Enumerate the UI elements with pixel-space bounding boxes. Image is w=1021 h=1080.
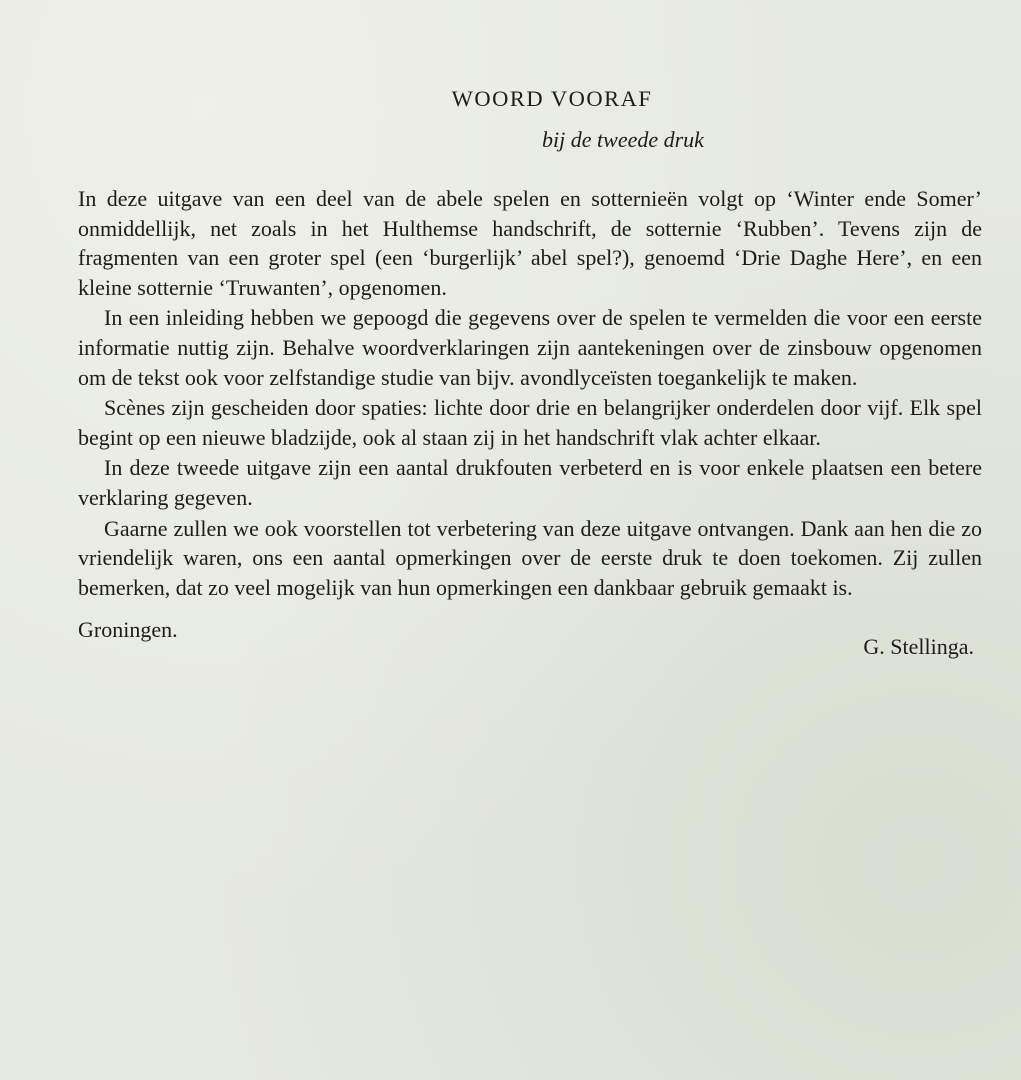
paragraph-4: In deze tweede uitgave zijn een aantal drukfouten verbeterd en is voor enkele plaatsen een betere verklaring gegeven. bbox=[78, 455, 982, 510]
preface-body bbox=[78, 184, 982, 602]
paragraph-1: In deze uitgave van een deel van de abele spelen en sotternieën volgt op ‘Winter ende Somer’ onmiddellijk, net zoals in het Hulthemse handschrift, de sotternie ‘Rubben’. Tevens zijn de fragmenten van een groter spel (een ‘burgerlijk’ abel spel?), genoemd ‘Drie Daghe Here’, en een kleine sotternie ‘Truwanten’, opgenomen. bbox=[78, 186, 982, 300]
page-title: WOORD VOORAF bbox=[451, 86, 653, 111]
paragraph-2: In een inleiding hebben we gepoogd die gegevens over de spelen te vermelden die voor een eerste informatie nuttig zijn. Behalve woordverklaringen zijn aantekeningen over de zinsbouw opgenomen om de tekst ook voor zelfstandige studie van bijv. avondlyceïsten toegankelijk te maken. bbox=[78, 305, 982, 390]
preface-page bbox=[78, 84, 982, 679]
paragraph-3: Scènes zijn gescheiden door spaties: lichte door drie en belangrijker onderdelen door vijf. Elk spel begint op een nieuwe bladzijde, ook al staan zij in het handschrift vlak achter elkaar. bbox=[78, 395, 982, 450]
closing bbox=[78, 615, 982, 679]
place-name: Groningen. bbox=[78, 617, 178, 643]
page-subtitle: bij de tweede druk bbox=[542, 127, 704, 152]
author-signature: G. Stellinga. bbox=[863, 634, 974, 660]
paragraph-5: Gaarne zullen we ook voorstellen tot verbetering van deze uitgave ontvangen. Dank aan hen die zo vriendelijk waren, ons een aantal opmerkingen over de eerste druk te doen toekomen. Zij zullen bemerken, dat zo veel mogelijk van hun opmerkingen een dankbaar gebruik gemaakt is. bbox=[78, 515, 982, 600]
